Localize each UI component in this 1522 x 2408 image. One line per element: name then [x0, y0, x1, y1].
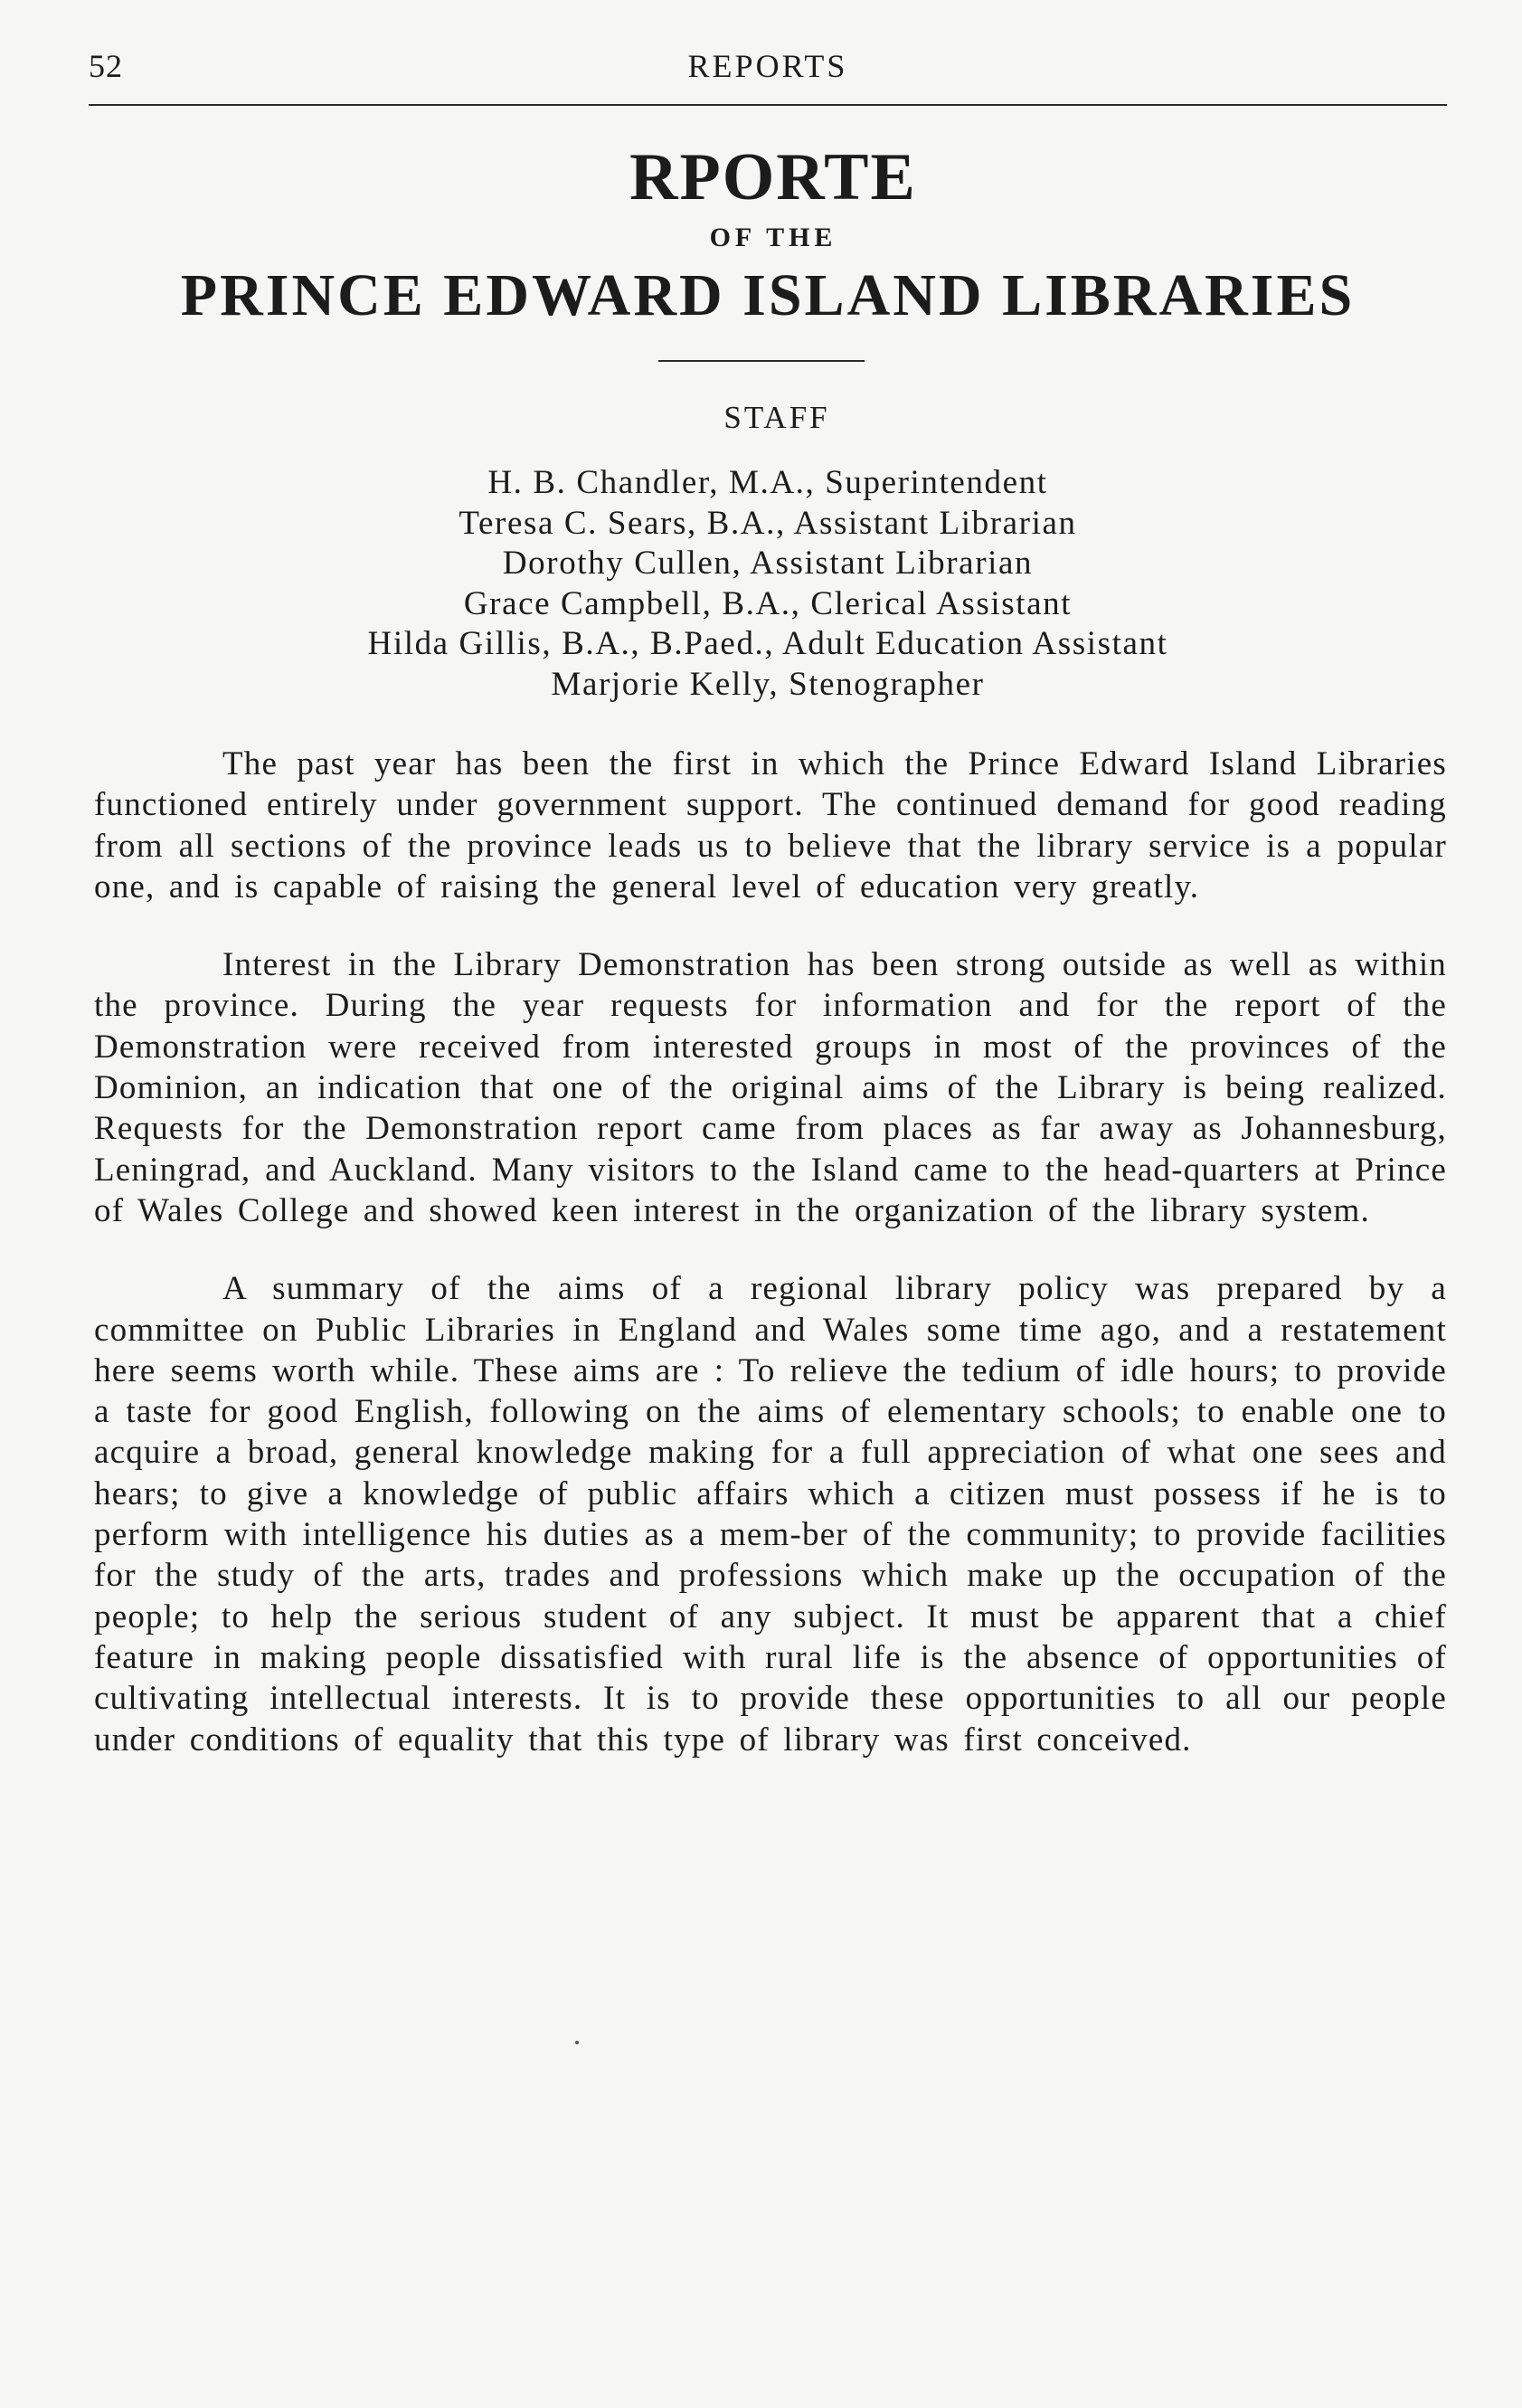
running-title: REPORTS: [687, 48, 848, 84]
staff-heading: STAFF: [723, 400, 830, 435]
staff-member: Grace Campbell, B.A., Clerical Assistant: [463, 584, 1073, 622]
title-divider: [658, 360, 865, 362]
paragraph: Interest in the Library Demonstration has been strong outside as well as within the province. During the year requests for information and for the report of the Demonstration were received from interested groups in most of the provinces of the Dominion, an indication that one of the original aims of the Library is being realized. Requests for the Demonstration report came from places as far away as Johannesburg, Leningrad, and Auckland. Many visitors to the Island came to the head-quarters at Prince of Wales College and showed keen interest in the organization of the library system.: [94, 946, 1447, 1229]
paragraph: The past year has been the first in which the Prince Edward Island Libraries functioned entirely under government support. The continued demand for good reading from all sections of the province leads us to believe that the library service is a popular one, and is capable of raising the general level of education very greatly.: [94, 745, 1447, 905]
report-title: [89, 140, 1447, 330]
print-speck: [575, 2041, 579, 2044]
title-of-the: OF THE: [709, 223, 837, 252]
running-header: [89, 47, 1447, 92]
title-subtitle: PRINCE EDWARD ISLAND LIBRARIES: [180, 262, 1356, 328]
staff-member: Marjorie Kelly, Stenographer: [551, 665, 985, 703]
staff-member: Teresa C. Sears, B.A., Assistant Librarian: [458, 504, 1077, 542]
body-text: [94, 744, 1447, 1797]
staff-member: Dorothy Cullen, Assistant Librarian: [502, 545, 1034, 582]
page-number: 52: [89, 48, 123, 84]
header-rule: [89, 104, 1447, 106]
staff-member: Hilda Gillis, B.A., B.Paed., Adult Education Assistant: [367, 625, 1168, 662]
staff-member: H. B. Chandler, M.A., Superintendent: [487, 464, 1048, 501]
paragraph: A summary of the aims of a regional library policy was prepared by a committee on Public Libraries in England and Wales some time ago, and a restatement here seems worth while. These aims are : To relieve the tedium of idle hours; to provide a taste for good English, following on the aims of elementary schools; to enable one to acquire a broad, general knowledge making for a full appreciation of what one sees and hears; to give a knowledge of public affairs which a citizen must possess if he is to perform with intelligence his duties as a mem-ber of the community; to provide facilities for the study of the arts, trades and professions which make up the occupation of the people; to help the serious student of any subject. It must be apparent that a chief feature in making people dissatisfied with rural life is the absence of opportunities of cultivating intellectual interests. It is to provide these opportunities to all our people under conditions of equality that this type of library was first conceived.: [94, 1270, 1447, 1759]
staff-list: [89, 463, 1447, 705]
title-main: RPORTE: [629, 140, 917, 214]
